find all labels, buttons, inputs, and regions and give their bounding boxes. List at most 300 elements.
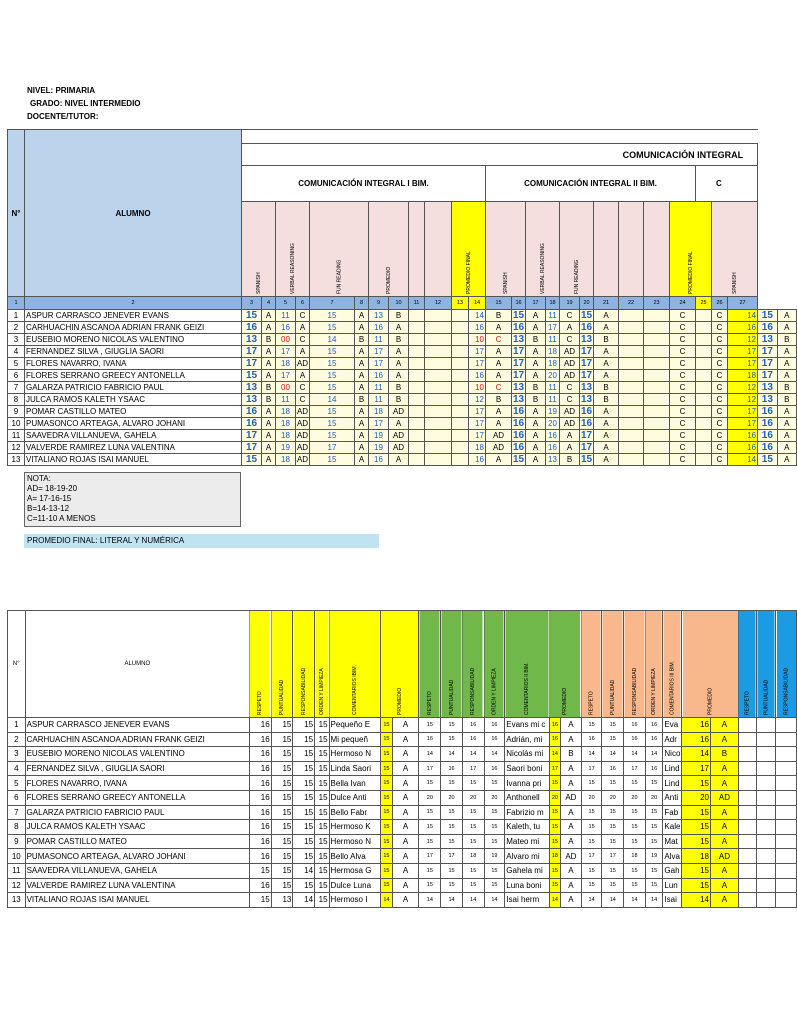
column-number: 10 — [389, 297, 409, 310]
bim1-cell: 16 — [469, 454, 486, 466]
promedio-bim3: 15 — [682, 820, 711, 835]
promedio-bim2: 17 — [549, 761, 560, 776]
student-name: ASPUR CARRASCO JENEVER EVANS — [25, 718, 249, 733]
conduct-score: 15 — [441, 820, 463, 835]
promedio-bim1: 15 — [381, 834, 392, 849]
bim2-cell: 13 — [546, 454, 560, 466]
promedio-bim2: 15 — [549, 820, 560, 835]
bim1-cell: B — [355, 334, 369, 346]
column-number: 11 — [409, 297, 425, 310]
column-number: 4 — [262, 297, 276, 310]
bim1-cell: AD — [389, 442, 409, 454]
bim2-cell: 16 — [512, 418, 525, 429]
row-number: 11 — [8, 430, 25, 442]
promedio-final: 12 — [728, 382, 758, 394]
conduct-score: 14 — [581, 747, 602, 762]
bim2-cell: 16 — [580, 322, 593, 333]
conduct-score: 16 — [249, 849, 271, 864]
row-number: 8 — [8, 394, 25, 406]
bim2-cell: A — [526, 430, 546, 442]
bim1-cell: 14 — [310, 394, 355, 406]
row-number: 9 — [8, 834, 26, 849]
student-row — [8, 834, 797, 849]
conduct-score: 15 — [581, 805, 602, 820]
literal-bim2: A — [561, 893, 582, 908]
bim1-cell: 15 — [310, 418, 355, 430]
bim2-cell — [644, 418, 670, 430]
bim3-literal: B — [777, 334, 796, 346]
student-name: POMAR CASTILLO MATEO — [25, 406, 242, 418]
conduct-score: 16 — [249, 878, 271, 893]
column-number: 19 — [560, 297, 580, 310]
bim2-cell — [696, 358, 712, 370]
bim2-cell: C — [560, 310, 580, 322]
conduct-score: 14 — [602, 747, 624, 762]
conduct-score: 15 — [271, 776, 293, 791]
bim1-cell: 12 — [469, 394, 486, 406]
promedio-bim1: 14 — [381, 893, 392, 908]
promedio-bim1: 15 — [381, 732, 392, 747]
bim2-cell — [644, 310, 670, 322]
conduct-score: 14 — [484, 747, 505, 762]
bim2-cell: C — [560, 394, 580, 406]
docente-label: DOCENTE/TUTOR: — [27, 112, 99, 121]
conduct-score: 17 — [441, 849, 463, 864]
bim1-cell — [452, 358, 469, 370]
conduct-score: 15 — [315, 863, 329, 878]
bim1-cell: 18 — [469, 442, 486, 454]
bim2-cell — [619, 382, 644, 394]
bim1-cell: A — [486, 454, 512, 466]
bim1-cell — [409, 334, 425, 346]
student-row — [8, 776, 797, 791]
column-number: 9 — [369, 297, 389, 310]
student-name: PUMASONCO ARTEAGA, ALVARO JOHANI — [25, 849, 249, 864]
literal-bim3: AD — [710, 790, 738, 805]
conduct-score: 15 — [441, 863, 463, 878]
comment-bim3: Lind — [663, 776, 682, 791]
student-name: CARHUACHIN ASCANOA ADRIAN FRANK GEIZI — [25, 732, 249, 747]
bim2-cell — [696, 382, 712, 394]
literal-bim2: A — [561, 820, 582, 835]
bim1-cell: 15 — [242, 370, 262, 382]
bim1-cell: A — [486, 346, 512, 358]
bim2-cell: C — [670, 322, 696, 334]
conduct-score: 15 — [271, 820, 293, 835]
bim3-literal: A — [777, 358, 796, 370]
bim1-cell — [452, 334, 469, 346]
bim1-cell: 17 — [242, 430, 262, 442]
column-number: 15 — [486, 297, 512, 310]
bim1-cell — [452, 454, 469, 466]
conduct-score: 20 — [602, 790, 624, 805]
bim1-cell: C — [486, 334, 512, 346]
conduct-score: 15 — [441, 805, 463, 820]
bim1-cell: 16 — [469, 322, 486, 334]
conduct-score: 14 — [441, 893, 463, 908]
grado-label: GRADO: NIVEL INTERMEDIO — [30, 99, 141, 108]
bim2-cell: B — [526, 382, 546, 394]
bim1-cell: A — [389, 418, 409, 430]
bim2-cell — [619, 406, 644, 418]
column-number: 20 — [580, 297, 594, 310]
literal-bim1: A — [392, 878, 419, 893]
bim1-cell: 19 — [369, 430, 389, 442]
literal-bim2: A — [561, 834, 582, 849]
literal-bim1: A — [392, 790, 419, 805]
note-line: B=14-13-12 — [27, 504, 70, 513]
bim1-cell — [425, 406, 452, 418]
student-row — [8, 863, 797, 878]
column-number: 16 — [512, 297, 526, 310]
bim1-cell — [425, 322, 452, 334]
bim1-cell: 17 — [469, 430, 486, 442]
conduct-score: 15 — [462, 776, 484, 791]
bim2-cell — [644, 394, 670, 406]
bim2-cell — [696, 394, 712, 406]
literal-bim1: A — [392, 834, 419, 849]
conduct-score: 15 — [645, 776, 663, 791]
bim1-cell — [452, 310, 469, 322]
bim2-cell: 17 — [512, 370, 525, 381]
promedio-bim3: 15 — [682, 805, 711, 820]
bim2-cell: C — [670, 346, 696, 358]
bim1-cell: 17 — [276, 370, 296, 382]
conduct-score: 15 — [271, 790, 293, 805]
bim1-cell: A — [389, 358, 409, 370]
bim3-literal: A — [777, 322, 796, 334]
bim1-cell: B — [486, 310, 512, 322]
promedio-bim1: 15 — [381, 878, 392, 893]
column-number: 22 — [619, 297, 644, 310]
student-name: FLORES NAVARRO, IVANA — [25, 776, 249, 791]
conduct-score: 16 — [249, 805, 271, 820]
literal-bim2: A — [561, 718, 582, 733]
comment-bim3: Lun — [663, 878, 682, 893]
bim2-cell — [619, 370, 644, 382]
conduct-score: 16 — [462, 718, 484, 733]
responsabilidad-header: RESPONSABILIDAD — [293, 611, 315, 718]
bim3-spanish: 16 — [758, 418, 777, 430]
bim2-cell: A — [526, 322, 546, 334]
column-number: 6 — [296, 297, 310, 310]
row-number: 11 — [8, 863, 26, 878]
respeto-header-3: RESPETO — [581, 611, 602, 718]
bim1-cell: 10 — [469, 334, 486, 346]
bim1-cell: 18 — [369, 406, 389, 418]
conduct-score: 15 — [271, 718, 293, 733]
bim2-cell — [696, 346, 712, 358]
bim1-cell — [452, 442, 469, 454]
bim1-cell: 17 — [469, 358, 486, 370]
bim1-cell: 16 — [276, 322, 296, 334]
comment-bim2: Luna boni — [505, 878, 549, 893]
bim1-cell — [452, 346, 469, 358]
row-number: 10 — [8, 849, 26, 864]
promedio-final: 14 — [728, 454, 758, 466]
promedio-final: 12 — [728, 394, 758, 406]
conduct-score: 16 — [645, 761, 663, 776]
student-name: PUMASONCO ARTEAGA, ALVARO JOHANI — [25, 418, 242, 430]
conduct-score: 14 — [624, 747, 646, 762]
column-number: 3 — [242, 297, 262, 310]
conduct-score: 15 — [293, 849, 315, 864]
conduct-score: 15 — [624, 863, 646, 878]
comentarios-3-header: COMENTARIOS III BIM. — [663, 611, 682, 718]
conduct-grid — [7, 610, 797, 908]
bim2-cell: 16 — [580, 418, 593, 429]
nivel-label: NIVEL: PRIMARIA — [27, 86, 95, 95]
conduct-score: 16 — [484, 732, 505, 747]
promedio-final: 12 — [728, 334, 758, 346]
bim2-cell: C — [670, 310, 696, 322]
bim2-cell: C — [712, 394, 728, 406]
bim1-cell: 10 — [469, 382, 486, 394]
bim3-spanish: 15 — [758, 454, 777, 466]
row-number: 5 — [8, 358, 25, 370]
comment-bim2: Evans mi c — [505, 718, 549, 733]
conduct-score: 15 — [315, 878, 329, 893]
grading-scale-note — [24, 472, 241, 527]
conduct-score: 15 — [271, 805, 293, 820]
bim3-spanish: 17 — [758, 358, 777, 370]
fun-header: FUN READING — [310, 202, 369, 297]
bim2-cell: 13 — [580, 382, 593, 393]
bim1-cell: 17 — [369, 418, 389, 430]
comment-bim3: Alva — [663, 849, 682, 864]
bim2-cell: C — [712, 442, 728, 454]
row-number: 6 — [8, 790, 26, 805]
literal-bim3: A — [710, 834, 738, 849]
conduct-score: 15 — [271, 732, 293, 747]
bim1-cell: 14 — [469, 310, 486, 322]
bim1-cell — [409, 346, 425, 358]
bim2-cell — [619, 454, 644, 466]
comment-bim3: Mat — [663, 834, 682, 849]
bim1-cell: A — [355, 370, 369, 382]
conduct-score: 15 — [271, 761, 293, 776]
literal-bim3: A — [710, 805, 738, 820]
bim2-cell: 16 — [512, 442, 525, 453]
comment-bim2: Gahela mi — [505, 863, 549, 878]
conduct-score: 16 — [249, 747, 271, 762]
column-number: 13 — [452, 297, 469, 310]
conduct-score: 19 — [645, 849, 663, 864]
literal-bim3: A — [710, 761, 738, 776]
literal-bim2: A — [561, 732, 582, 747]
bim3-literal: B — [777, 394, 796, 406]
column-number: 8 — [355, 297, 369, 310]
bim2-cell: 15 — [580, 310, 593, 321]
bim1-cell — [409, 322, 425, 334]
promedio-bim2: 15 — [549, 863, 560, 878]
bim1-cell — [409, 382, 425, 394]
bim2-cell: 11 — [546, 310, 560, 322]
bim1-cell: B — [262, 382, 276, 394]
bim1-cell — [452, 382, 469, 394]
bim1-cell: 00 — [276, 382, 296, 394]
bim1-cell: A — [355, 322, 369, 334]
bim1-cell: 15 — [242, 310, 262, 322]
bim2-cell — [644, 370, 670, 382]
bim1-cell: 00 — [276, 334, 296, 346]
responsabilidad-header-2: RESPONSABILIDAD — [462, 611, 484, 718]
bim2-cell — [696, 442, 712, 454]
literal-bim2: B — [561, 747, 582, 762]
conduct-score: 17 — [419, 761, 441, 776]
bim2-cell: 17 — [512, 358, 525, 369]
bim2-cell: B — [560, 454, 580, 466]
student-name: EUSEBIO MORENO NICOLAS VALENTINO — [25, 747, 249, 762]
bim2-cell: A — [526, 442, 546, 454]
bim2-cell — [619, 394, 644, 406]
bim2-cell: 20 — [546, 418, 560, 430]
bim1-cell: 13 — [242, 382, 262, 394]
conduct-score: 15 — [645, 820, 663, 835]
conduct-score: 16 — [249, 820, 271, 835]
bim1-cell: A — [262, 358, 276, 370]
conduct-score: 16 — [645, 718, 663, 733]
student-name: VALVERDE RAMIREZ LUNA VALENTINA — [25, 878, 249, 893]
bim2-cell: A — [594, 430, 619, 442]
bim2-cell: C — [670, 370, 696, 382]
student-row — [8, 761, 797, 776]
comment-bim1: Dulce Anti — [329, 790, 381, 805]
student-name: EUSEBIO MORENO NICOLAS VALENTINO — [25, 334, 242, 346]
bim1-cell — [409, 454, 425, 466]
promedio-header-3: PROMEDIO — [682, 611, 739, 718]
orden-header: ORDEN Y LIMPIEZA — [315, 611, 329, 718]
note-title: NOTA: — [27, 474, 51, 483]
orden-header-2: ORDEN Y LIMPIEZA — [484, 611, 505, 718]
bim1-cell — [409, 442, 425, 454]
conduct-score: 19 — [484, 849, 505, 864]
bim1-cell: B — [389, 382, 409, 394]
bim1-cell: AD — [389, 430, 409, 442]
column-number: 26 — [712, 297, 728, 310]
conduct-score: 15 — [315, 893, 329, 908]
bim1-cell: AD — [296, 431, 309, 440]
bim2-cell: 16 — [512, 406, 525, 417]
bim1-cell: 15 — [310, 310, 355, 322]
bim2-cell — [644, 406, 670, 418]
comment-bim3: Fab — [663, 805, 682, 820]
bim1-cell: 18 — [276, 406, 296, 418]
bim1-cell: C — [296, 382, 310, 394]
conduct-score: 16 — [441, 761, 463, 776]
literal-bim3: AD — [710, 849, 738, 864]
bim2-cell: C — [712, 430, 728, 442]
bim2-cell: C — [670, 394, 696, 406]
promedio-header: PROMEDIO — [369, 202, 409, 297]
bim1-cell — [409, 418, 425, 430]
student-name: FERNANDEZ SILVA , GIUGLIA SAORI — [25, 346, 242, 358]
bim1-cell: A — [355, 406, 369, 418]
conduct-score: 17 — [462, 761, 484, 776]
literal-bim2: AD — [561, 849, 582, 864]
conduct-score: 15 — [293, 805, 315, 820]
bim1-cell: A — [389, 454, 409, 466]
comment-bim1: Mi pequeñ — [329, 732, 381, 747]
bim1-cell — [452, 418, 469, 430]
bim2-cell: C — [560, 334, 580, 346]
bim1-cell: A — [262, 442, 276, 454]
conduct-score: 16 — [249, 776, 271, 791]
comment-bim2: Adrián, mi — [505, 732, 549, 747]
bim3-literal: A — [777, 346, 796, 358]
bim2-cell: A — [594, 310, 619, 322]
comment-bim1: Bello Alva — [329, 849, 381, 864]
literal-bim1: A — [392, 718, 419, 733]
bim3-spanish: 13 — [758, 382, 777, 394]
promedio-final-legend: PROMEDIO FINAL: LITERAL Y NUMÉRICA — [24, 534, 379, 548]
bim1-cell — [409, 406, 425, 418]
comment-bim2: Anthonell — [505, 790, 549, 805]
conduct-score: 15 — [462, 863, 484, 878]
conduct-score: 15 — [645, 805, 663, 820]
row-number: 9 — [8, 406, 25, 418]
bim2-cell — [696, 418, 712, 430]
bim2-cell: A — [526, 358, 546, 370]
fun-header-2: FUN READING — [560, 202, 594, 297]
conduct-score: 17 — [419, 849, 441, 864]
literal-bim2: A — [561, 776, 582, 791]
bim1-cell: B — [389, 394, 409, 406]
comment-bim2: Isai herm — [505, 893, 549, 908]
bim2-cell: B — [526, 394, 546, 406]
literal-bim3: A — [710, 878, 738, 893]
student-row — [8, 310, 797, 322]
bim2-cell: 17 — [546, 322, 560, 334]
bim1-cell — [425, 346, 452, 358]
comment-bim1: Bella Ivan — [329, 776, 381, 791]
bim2-cell: C — [670, 406, 696, 418]
bim1-cell: 15 — [242, 454, 262, 466]
column-number: 17 — [526, 297, 546, 310]
conduct-score: 15 — [645, 863, 663, 878]
bim2-cell: C — [560, 382, 580, 394]
bim1-cell: A — [262, 454, 276, 466]
bim1-cell: AD — [296, 443, 309, 452]
row-number: 7 — [8, 805, 26, 820]
bim1-cell: 17 — [469, 346, 486, 358]
bim2-cell: 15 — [512, 310, 525, 321]
row-number: 8 — [8, 820, 26, 835]
conduct-score: 15 — [484, 878, 505, 893]
note-line: C=11-10 A MENOS — [27, 514, 96, 523]
bim2-cell: B — [526, 334, 546, 346]
promedio-bim3: 15 — [682, 834, 711, 849]
promedio-final: 18 — [728, 370, 758, 382]
bim1-cell: C — [296, 310, 310, 322]
orden-header-3: ORDEN Y LIMPIEZA — [645, 611, 663, 718]
conduct-score: 16 — [602, 761, 624, 776]
conduct-score: 20 — [624, 790, 646, 805]
conduct-score: 14 — [419, 747, 441, 762]
bim2-cell: 18 — [546, 346, 560, 358]
literal-bim2: A — [561, 863, 582, 878]
bim2-cell — [619, 322, 644, 334]
literal-bim1: A — [392, 863, 419, 878]
bim2-cell: C — [670, 454, 696, 466]
bim1-cell: 15 — [310, 406, 355, 418]
bim2-cell: C — [712, 454, 728, 466]
bim1-cell: 17 — [310, 442, 355, 454]
conduct-score: 15 — [315, 805, 329, 820]
conduct-score: 15 — [581, 863, 602, 878]
puntualidad-header-2: PUNTUALIDAD — [441, 611, 463, 718]
bim1-cell — [452, 370, 469, 382]
